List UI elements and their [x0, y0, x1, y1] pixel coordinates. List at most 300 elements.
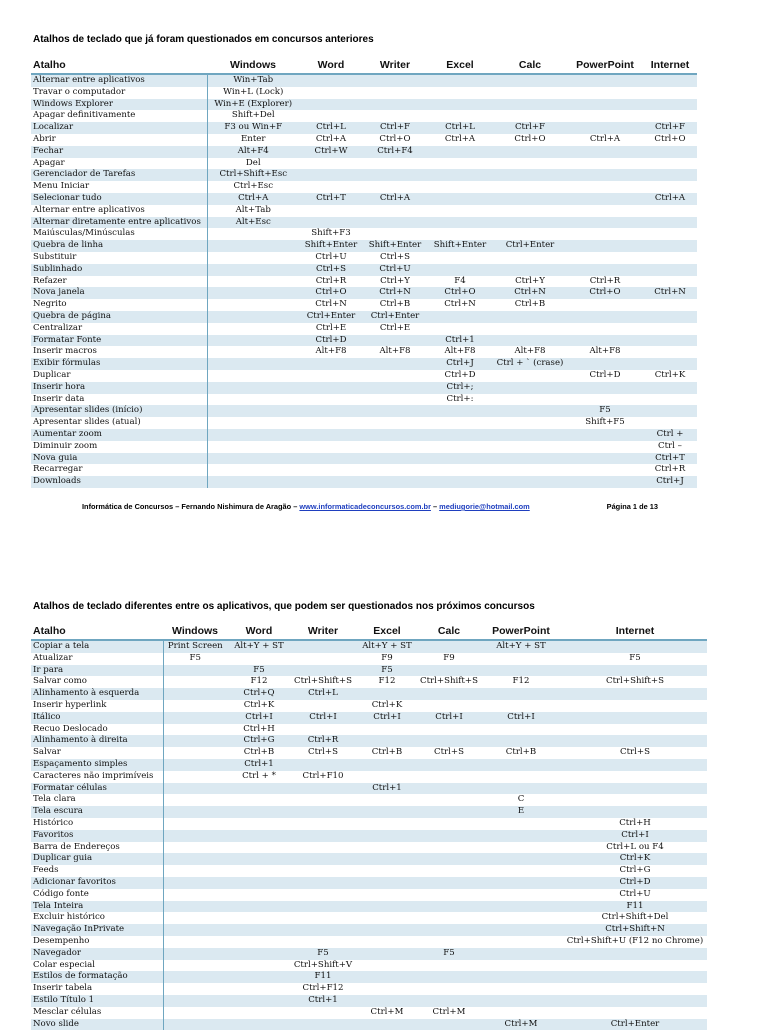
- action-cell: Tela Inteira: [31, 901, 163, 913]
- shortcut-cell: [419, 877, 479, 889]
- action-cell: Travar o computador: [31, 87, 207, 99]
- shortcut-cell: [493, 429, 567, 441]
- shortcut-cell: [299, 476, 363, 488]
- shortcut-cell: [643, 110, 697, 122]
- shortcut-cell: [479, 724, 563, 736]
- shortcut-cell: [427, 476, 493, 488]
- shortcut-cell: Ctrl+A: [427, 134, 493, 146]
- shortcut-cell: [567, 193, 643, 205]
- shortcut-cell: Del: [207, 158, 299, 170]
- shortcut-cell: [427, 464, 493, 476]
- shortcut-cell: [291, 783, 355, 795]
- shortcut-cell: F11: [563, 901, 707, 913]
- shortcut-cell: [291, 665, 355, 677]
- shortcut-cell: [355, 759, 419, 771]
- shortcut-cell: Ctrl+F: [643, 122, 697, 134]
- shortcut-cell: [479, 688, 563, 700]
- action-cell: Negrito: [31, 299, 207, 311]
- action-cell: Apagar: [31, 158, 207, 170]
- shortcut-cell: [163, 842, 227, 854]
- shortcut-cell: [567, 394, 643, 406]
- shortcut-cell: [479, 771, 563, 783]
- shortcut-cell: Ctrl+H: [227, 724, 291, 736]
- shortcut-cell: [163, 783, 227, 795]
- shortcut-cell: [427, 99, 493, 111]
- shortcut-cell: Ctrl+O: [493, 134, 567, 146]
- table-row: [31, 936, 707, 948]
- shortcut-cell: [291, 936, 355, 948]
- shortcut-cell: [355, 771, 419, 783]
- action-cell: Estilos de formatação: [31, 971, 163, 983]
- shortcut-table: [31, 57, 697, 488]
- shortcut-cell: [567, 217, 643, 229]
- shortcut-cell: [291, 853, 355, 865]
- shortcut-cell: [419, 735, 479, 747]
- shortcut-cell: [291, 700, 355, 712]
- column-header: Word: [227, 623, 291, 640]
- page-title: Atalhos de teclado que já foram questionados em concursos anteriores: [33, 34, 374, 45]
- shortcut-cell: [567, 228, 643, 240]
- shortcut-cell: [207, 240, 299, 252]
- shortcut-cell: [563, 665, 707, 677]
- shortcut-cell: [567, 311, 643, 323]
- shortcut-cell: [207, 299, 299, 311]
- shortcut-cell: Ctrl+B: [227, 747, 291, 759]
- shortcut-cell: [643, 252, 697, 264]
- shortcut-cell: [163, 818, 227, 830]
- shortcut-cell: [643, 74, 697, 87]
- table-row: [31, 806, 707, 818]
- shortcut-cell: [567, 158, 643, 170]
- shortcut-cell: [479, 948, 563, 960]
- footer-text: Informática de Concursos – Fernando Nishimura de Aragão –: [82, 502, 299, 511]
- shortcut-cell: [493, 405, 567, 417]
- shortcut-cell: [563, 995, 707, 1007]
- shortcut-cell: Ctrl+S: [299, 264, 363, 276]
- action-cell: Tela escura: [31, 806, 163, 818]
- table-row: [31, 912, 707, 924]
- shortcut-cell: [227, 924, 291, 936]
- shortcut-cell: Ctrl+I: [563, 830, 707, 842]
- shortcut-cell: [163, 912, 227, 924]
- table-row: [31, 724, 707, 736]
- shortcut-cell: [355, 924, 419, 936]
- shortcut-cell: [291, 924, 355, 936]
- table-row: [31, 193, 697, 205]
- table-row: [31, 948, 707, 960]
- table-row: [31, 983, 707, 995]
- shortcut-cell: [643, 405, 697, 417]
- table-row: [31, 747, 707, 759]
- table-row: [31, 676, 707, 688]
- action-cell: Excluir histórico: [31, 912, 163, 924]
- action-cell: Nova janela: [31, 287, 207, 299]
- table-row: [31, 429, 697, 441]
- column-header: PowerPoint: [479, 623, 563, 640]
- shortcut-cell: [227, 971, 291, 983]
- shortcut-cell: [643, 146, 697, 158]
- shortcut-cell: [493, 323, 567, 335]
- shortcut-cell: [227, 865, 291, 877]
- shortcut-cell: [643, 276, 697, 288]
- shortcut-cell: Ctrl+N: [427, 299, 493, 311]
- shortcut-cell: [355, 830, 419, 842]
- shortcut-cell: [299, 169, 363, 181]
- shortcut-cell: [299, 181, 363, 193]
- table-row: [31, 995, 707, 1007]
- shortcut-cell: Ctrl+Y: [493, 276, 567, 288]
- table-row: [31, 217, 697, 229]
- action-cell: Código fonte: [31, 889, 163, 901]
- shortcut-cell: Ctrl+Enter: [493, 240, 567, 252]
- shortcut-cell: [419, 936, 479, 948]
- shortcut-cell: Shift+Enter: [363, 240, 427, 252]
- shortcut-cell: [163, 924, 227, 936]
- shortcut-cell: Ctrl+B: [479, 747, 563, 759]
- shortcut-cell: Ctrl+Shift+U (F12 no Chrome): [563, 936, 707, 948]
- shortcut-cell: [419, 759, 479, 771]
- shortcut-cell: [419, 995, 479, 1007]
- shortcut-cell: [163, 806, 227, 818]
- shortcut-cell: [227, 948, 291, 960]
- shortcut-cell: [567, 252, 643, 264]
- action-cell: Windows Explorer: [31, 99, 207, 111]
- table-row: [31, 181, 697, 193]
- shortcut-cell: [567, 169, 643, 181]
- shortcut-cell: [291, 830, 355, 842]
- shortcut-cell: Ctrl+F: [493, 122, 567, 134]
- shortcut-cell: [163, 712, 227, 724]
- shortcut-cell: [567, 99, 643, 111]
- shortcut-cell: [493, 417, 567, 429]
- shortcut-cell: Shift+Enter: [299, 240, 363, 252]
- footer-separator: –: [431, 502, 439, 511]
- shortcut-cell: [567, 181, 643, 193]
- shortcut-cell: [207, 417, 299, 429]
- shortcut-cell: Ctrl+;: [427, 382, 493, 394]
- shortcut-cell: [493, 264, 567, 276]
- shortcut-cell: [163, 971, 227, 983]
- shortcut-cell: F12: [355, 676, 419, 688]
- table-row: [31, 122, 697, 134]
- shortcut-cell: [493, 193, 567, 205]
- shortcut-cell: [493, 228, 567, 240]
- shortcut-cell: Ctrl+L: [291, 688, 355, 700]
- shortcut-cell: [363, 405, 427, 417]
- section-title: Atalhos de teclado diferentes entre os aplicativos, que podem ser questionados nos próximos concursos: [33, 601, 535, 612]
- action-cell: Tela clara: [31, 794, 163, 806]
- table-row: [31, 735, 707, 747]
- table-row: [31, 370, 697, 382]
- action-cell: Recarregar: [31, 464, 207, 476]
- shortcut-cell: Ctrl+U: [363, 264, 427, 276]
- shortcut-cell: Ctrl+R: [567, 276, 643, 288]
- table-row: [31, 264, 697, 276]
- shortcut-cell: [479, 783, 563, 795]
- shortcut-cell: [227, 794, 291, 806]
- shortcut-cell: [207, 358, 299, 370]
- shortcut-cell: [419, 960, 479, 972]
- shortcut-cell: [363, 417, 427, 429]
- action-cell: Duplicar: [31, 370, 207, 382]
- shortcut-cell: [427, 405, 493, 417]
- shortcut-cell: Ctrl+Shift+Esc: [207, 169, 299, 181]
- shortcut-cell: [643, 346, 697, 358]
- shortcut-cell: Ctrl+K: [227, 700, 291, 712]
- shortcut-cell: [643, 417, 697, 429]
- shortcut-cell: [291, 1019, 355, 1030]
- column-header: Word: [299, 57, 363, 74]
- shortcut-cell: Ctrl+B: [355, 747, 419, 759]
- shortcut-cell: Ctrl+J: [427, 358, 493, 370]
- action-cell: Aumentar zoom: [31, 429, 207, 441]
- shortcut-cell: [427, 323, 493, 335]
- table-row: [31, 134, 697, 146]
- shortcut-cell: Alt+Y + ST: [355, 640, 419, 653]
- action-cell: Recuo Deslocado: [31, 724, 163, 736]
- table-row: [31, 240, 697, 252]
- shortcut-cell: [563, 688, 707, 700]
- shortcut-cell: Ctrl+F10: [291, 771, 355, 783]
- shortcut-cell: [163, 1019, 227, 1030]
- shortcut-cell: Enter: [207, 134, 299, 146]
- shortcut-cell: [493, 464, 567, 476]
- table-row: [31, 158, 697, 170]
- shortcut-cell: [493, 382, 567, 394]
- shortcut-cell: [299, 158, 363, 170]
- shortcut-cell: [163, 901, 227, 913]
- action-cell: Navegador: [31, 948, 163, 960]
- column-header: Excel: [355, 623, 419, 640]
- shortcut-cell: [643, 311, 697, 323]
- action-cell: Mesclar células: [31, 1007, 163, 1019]
- shortcut-cell: Alt+F4: [207, 146, 299, 158]
- shortcut-cell: [355, 806, 419, 818]
- shortcut-cell: Ctrl+W: [299, 146, 363, 158]
- shortcut-cell: [643, 228, 697, 240]
- action-cell: Alternar entre aplicativos: [31, 74, 207, 87]
- shortcut-cell: [427, 252, 493, 264]
- table-row: [31, 665, 707, 677]
- column-header: Atalho: [31, 57, 207, 74]
- action-cell: Inserir hyperlink: [31, 700, 163, 712]
- shortcut-cell: [163, 771, 227, 783]
- shortcut-cell: [567, 429, 643, 441]
- shortcut-cell: Ctrl+Shift+N: [563, 924, 707, 936]
- action-cell: Refazer: [31, 276, 207, 288]
- table-row: [31, 688, 707, 700]
- shortcut-cell: [493, 394, 567, 406]
- shortcut-cell: Ctrl+D: [299, 335, 363, 347]
- shortcut-cell: Ctrl+Shift+V: [291, 960, 355, 972]
- table-row: [31, 311, 697, 323]
- shortcut-cell: Ctrl+A: [207, 193, 299, 205]
- action-cell: Espaçamento simples: [31, 759, 163, 771]
- table-row: [31, 771, 707, 783]
- shortcut-cell: [207, 476, 299, 488]
- shortcut-cell: [163, 889, 227, 901]
- shortcut-cell: Ctrl+N: [363, 287, 427, 299]
- shortcut-cell: [563, 806, 707, 818]
- table-row: [31, 346, 697, 358]
- shortcut-cell: [419, 665, 479, 677]
- shortcut-cell: [493, 453, 567, 465]
- shortcut-cell: F5: [163, 653, 227, 665]
- table-row: [31, 99, 697, 111]
- table-row: [31, 464, 697, 476]
- shortcut-cell: [419, 1019, 479, 1030]
- shortcut-cell: [567, 441, 643, 453]
- shortcut-cell: [299, 464, 363, 476]
- table-row: [31, 205, 697, 217]
- shortcut-cell: [299, 429, 363, 441]
- shortcut-cell: [363, 453, 427, 465]
- shortcut-cell: [163, 830, 227, 842]
- shortcut-cell: [427, 228, 493, 240]
- shortcut-cell: [427, 311, 493, 323]
- shortcut-cell: [563, 724, 707, 736]
- shortcut-cell: [363, 181, 427, 193]
- shortcut-cell: [291, 640, 355, 653]
- page-footer: [82, 502, 658, 511]
- table-row: [31, 924, 707, 936]
- shortcut-cell: Ctrl+Enter: [563, 1019, 707, 1030]
- shortcut-cell: [563, 759, 707, 771]
- shortcut-cell: Ctrl+Shift+Del: [563, 912, 707, 924]
- shortcut-cell: [563, 712, 707, 724]
- shortcut-cell: Ctrl+1: [227, 759, 291, 771]
- shortcut-cell: [163, 794, 227, 806]
- table-row: [31, 1007, 707, 1019]
- action-cell: Atualizar: [31, 653, 163, 665]
- shortcut-cell: [643, 169, 697, 181]
- shortcut-cell: [355, 889, 419, 901]
- action-cell: Duplicar guia: [31, 853, 163, 865]
- shortcut-cell: [355, 842, 419, 854]
- shortcut-cell: [493, 87, 567, 99]
- shortcut-cell: [227, 995, 291, 1007]
- shortcut-cell: Ctrl + ` (crase): [493, 358, 567, 370]
- column-header: Internet: [643, 57, 697, 74]
- action-cell: Alternar diretamente entre aplicativos: [31, 217, 207, 229]
- column-header: PowerPoint: [567, 57, 643, 74]
- table-row: [31, 323, 697, 335]
- shortcut-cell: [479, 912, 563, 924]
- shortcut-cell: Ctrl+N: [299, 299, 363, 311]
- shortcut-cell: [363, 335, 427, 347]
- shortcut-cell: [207, 453, 299, 465]
- shortcut-cell: [299, 370, 363, 382]
- shortcut-cell: [163, 747, 227, 759]
- action-cell: Salvar como: [31, 676, 163, 688]
- shortcut-cell: F5: [227, 665, 291, 677]
- shortcut-cell: [427, 110, 493, 122]
- table-row: [31, 653, 707, 665]
- shortcut-cell: [291, 912, 355, 924]
- shortcut-cell: [355, 971, 419, 983]
- action-cell: Inserir macros: [31, 346, 207, 358]
- shortcut-cell: [363, 217, 427, 229]
- shortcut-cell: C: [479, 794, 563, 806]
- shortcut-cell: [363, 476, 427, 488]
- shortcut-cell: [419, 853, 479, 865]
- shortcut-cell: Ctrl+O: [299, 287, 363, 299]
- shortcut-cell: Print Screen: [163, 640, 227, 653]
- shortcut-cell: [163, 853, 227, 865]
- shortcut-cell: [363, 99, 427, 111]
- shortcut-cell: F3 ou Win+F: [207, 122, 299, 134]
- table-row: [31, 146, 697, 158]
- shortcut-cell: [207, 382, 299, 394]
- shortcut-cell: [419, 830, 479, 842]
- shortcut-cell: Alt+F8: [493, 346, 567, 358]
- shortcut-cell: [363, 205, 427, 217]
- shortcut-cell: [427, 264, 493, 276]
- shortcut-cell: [567, 110, 643, 122]
- shortcut-cell: Shift+Enter: [427, 240, 493, 252]
- shortcut-cell: Ctrl+F: [363, 122, 427, 134]
- shortcut-cell: [419, 924, 479, 936]
- column-header: Internet: [563, 623, 707, 640]
- shortcut-cell: [163, 877, 227, 889]
- shortcut-cell: [493, 146, 567, 158]
- shortcut-cell: [207, 464, 299, 476]
- shortcut-cell: [227, 818, 291, 830]
- shortcut-cell: [493, 311, 567, 323]
- shortcut-cell: [427, 417, 493, 429]
- table-row: [31, 712, 707, 724]
- shortcut-cell: [291, 818, 355, 830]
- table-row: [31, 382, 697, 394]
- shortcut-cell: [567, 87, 643, 99]
- action-cell: Localizar: [31, 122, 207, 134]
- shortcut-cell: [419, 700, 479, 712]
- shortcut-cell: Ctrl+I: [479, 712, 563, 724]
- table-row: [31, 405, 697, 417]
- shortcut-cell: Ctrl+Q: [227, 688, 291, 700]
- shortcut-cell: [227, 653, 291, 665]
- table-row: [31, 335, 697, 347]
- action-cell: Inserir data: [31, 394, 207, 406]
- shortcut-cell: Ctrl+Enter: [299, 311, 363, 323]
- shortcut-cell: Ctrl+S: [419, 747, 479, 759]
- shortcut-cell: Ctrl+Shift+S: [563, 676, 707, 688]
- email-link[interactable]: mediugorie@hotmail.com: [439, 502, 530, 511]
- shortcut-cell: [479, 901, 563, 913]
- shortcut-cell: [355, 735, 419, 747]
- table-row: [31, 830, 707, 842]
- shortcut-cell: [207, 429, 299, 441]
- shortcut-cell: [563, 971, 707, 983]
- shortcut-cell: [227, 1007, 291, 1019]
- action-cell: Novo slide: [31, 1019, 163, 1030]
- shortcut-cell: [299, 87, 363, 99]
- shortcut-cell: Shift+Del: [207, 110, 299, 122]
- shortcut-cell: Ctrl+K: [643, 370, 697, 382]
- shortcut-cell: [643, 217, 697, 229]
- shortcut-cell: [355, 1019, 419, 1030]
- shortcut-cell: [493, 158, 567, 170]
- shortcut-cell: Ctrl + *: [227, 771, 291, 783]
- table-row: [31, 417, 697, 429]
- website-link[interactable]: www.informaticadeconcursos.com.br: [299, 502, 431, 511]
- shortcut-cell: [567, 464, 643, 476]
- shortcut-cell: [163, 676, 227, 688]
- shortcut-cell: [479, 971, 563, 983]
- shortcut-cell: [419, 865, 479, 877]
- shortcut-cell: [227, 889, 291, 901]
- shortcut-cell: [479, 735, 563, 747]
